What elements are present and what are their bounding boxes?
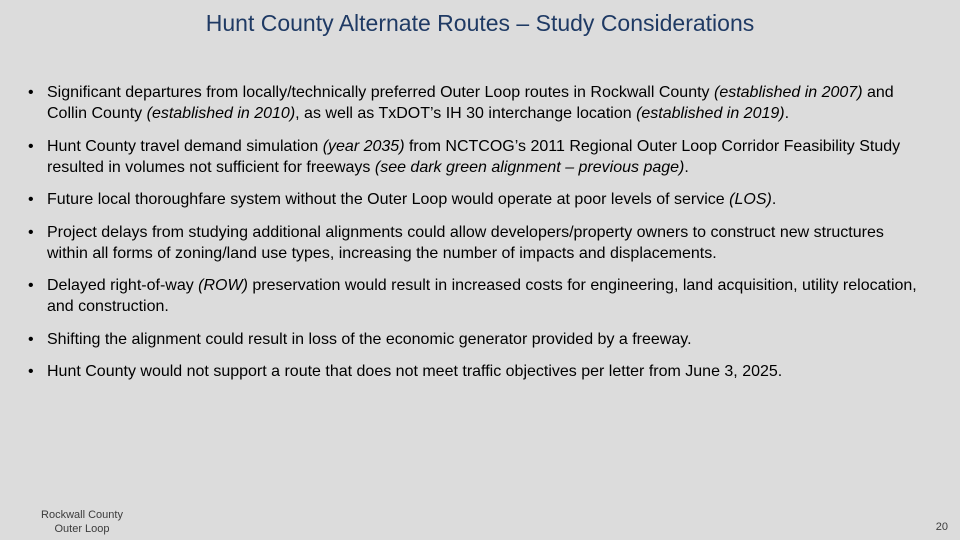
bullet-text: Shifting the alignment could result in loss of the economic generator provided by a freeway. xyxy=(47,330,692,348)
bullet-text: . xyxy=(771,191,777,208)
bullet-dot-icon: • xyxy=(28,363,34,380)
bullet-italic-text: (LOS) xyxy=(729,191,772,208)
bullet-text: . xyxy=(684,158,689,176)
bullet-italic-text: (established in 2010) xyxy=(146,105,296,122)
bullet-text: preservation would result in increased costs for engineering, land acquisition, utility relocation, and construction. xyxy=(47,277,917,315)
bullet-italic-text: (ROW) xyxy=(198,277,248,294)
bullet-dot-icon: • xyxy=(28,277,34,294)
bullet-text: and Collin County xyxy=(47,84,894,122)
bullet-italic-text: (see dark green alignment – previous page) xyxy=(374,158,685,176)
bullet-text: Hunt County travel demand simulation xyxy=(47,137,323,155)
footer-org-line-1: Rockwall County xyxy=(41,509,123,521)
bullet-text: Project delays from studying additional alignments could allow developers/property owners to construct new structures within all forms of zoning/land use types, increasing the number of impacts and displacements. xyxy=(47,223,884,262)
bullet-text: Significant departures from locally/technically preferred Outer Loop routes in Rockwall County xyxy=(47,84,714,101)
bullet-item xyxy=(28,222,928,264)
footer-organization xyxy=(30,508,134,536)
bullet-item xyxy=(28,275,928,317)
page-number: 20 xyxy=(935,521,948,533)
bullet-dot-icon: • xyxy=(28,191,34,208)
bullet-text: , as well as TxDOT’s IH 30 interchange location xyxy=(295,105,637,122)
bullet-text: from NCTCOG’s 2011 Regional Outer Loop Corridor Feasibility Study resulted in volumes not sufficient for freeways xyxy=(47,137,901,176)
footer-org-line-2: Outer Loop xyxy=(54,523,110,535)
bullet-text: Delayed right-of-way xyxy=(47,277,199,294)
bullet-item xyxy=(28,82,928,124)
bullet-item xyxy=(28,361,928,382)
bullet-list xyxy=(28,82,928,394)
bullet-dot-icon: • xyxy=(28,223,34,241)
bullet-dot-icon: • xyxy=(28,84,34,101)
bullet-item xyxy=(28,136,928,178)
bullet-item xyxy=(28,329,928,350)
bullet-italic-text: (year 2035) xyxy=(322,137,405,155)
bullet-text: . xyxy=(784,105,790,122)
bullet-text: Hunt County would not support a route that does not meet traffic objectives per letter from June 3, 2025. xyxy=(47,363,783,380)
bullet-italic-text: (established in 2007) xyxy=(713,84,863,101)
bullet-text: Future local thoroughfare system without the Outer Loop would operate at poor levels of service xyxy=(47,191,730,208)
bullet-item xyxy=(28,189,928,210)
bullet-italic-text: (established in 2019) xyxy=(636,105,785,122)
bullet-dot-icon: • xyxy=(28,137,34,155)
slide-title: Hunt County Alternate Routes – Study Considerations xyxy=(205,10,755,36)
bullet-dot-icon: • xyxy=(28,330,34,348)
